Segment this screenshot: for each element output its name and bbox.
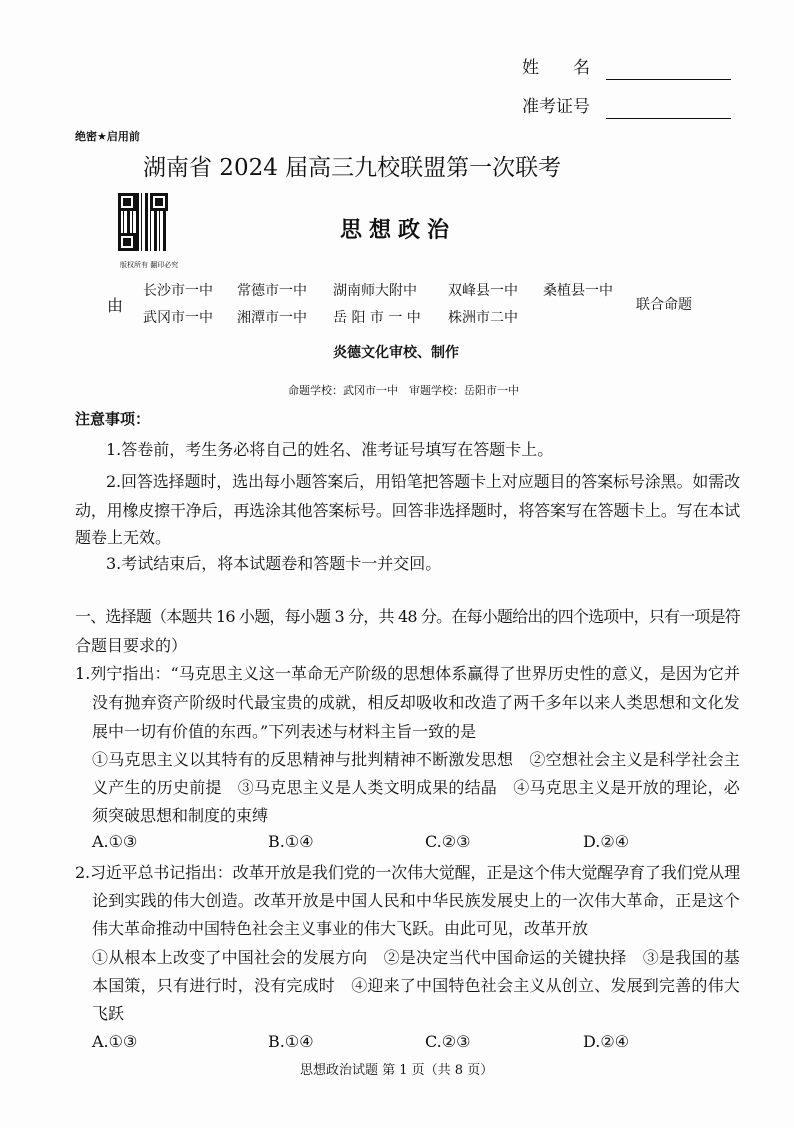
option-b: B.①④ xyxy=(268,832,314,851)
setter-info: 命题学校：武冈市一中 审题学校：岳阳市一中 xyxy=(288,384,519,397)
notice-line: 动，用橡皮擦干净后，再选涂其他答案标号。回答非选择题时，将答案写在答题卡上。写在本试 xyxy=(75,501,740,520)
question-text: ①从根本上改变了中国社会的发展方向 ②是决定当代中国命运的关键抉择 ③是我国的基 xyxy=(92,948,740,967)
question-text: 飞跃 xyxy=(92,1004,125,1023)
notice-line: 题卷上无效。 xyxy=(75,528,172,547)
producer: 炎德文化审校、制作 xyxy=(333,345,459,361)
option-d: D.②④ xyxy=(583,832,630,851)
id-blank xyxy=(606,118,731,119)
schools-prefix: 由 xyxy=(107,296,124,315)
school: 湖南师大附中 xyxy=(333,283,417,299)
option-a: A.①③ xyxy=(92,832,138,851)
question-text: 本国策，只有进行时，没有完成时 ④迎来了中国特色社会主义从创立、发展到完善的伟大 xyxy=(92,976,740,995)
option-c: C.②③ xyxy=(425,1032,471,1051)
school: 武冈市一中 xyxy=(143,310,213,326)
id-label: 准考证号 xyxy=(522,97,590,117)
question-text: 须突破思想和制度的束缚 xyxy=(92,806,269,825)
qr-code-icon xyxy=(118,193,168,251)
secret-mark: 绝密★启用前 xyxy=(75,130,140,143)
name-blank xyxy=(606,79,731,80)
section-heading: 一、选择题（本题共 16 小题，每小题 3 分，共 48 分。在每小题给出的四个选项中，只有一项是符 xyxy=(75,607,740,626)
option-a: A.①③ xyxy=(92,1032,138,1051)
section-heading: 合题目要求的） xyxy=(75,636,188,655)
page-footer: 思想政治试题 第 1 页（共 8 页） xyxy=(300,1063,494,1078)
school: 常德市一中 xyxy=(237,283,307,299)
school: 长沙市一中 xyxy=(143,283,213,299)
notice-heading: 注意事项： xyxy=(75,410,151,428)
question-text: 义产生的历史前提 ③马克思主义是人类文明成果的结晶 ④马克思主义是开放的理论，必 xyxy=(92,778,740,797)
school: 桑植县一中 xyxy=(543,283,613,299)
schools-suffix: 联合命题 xyxy=(636,297,692,313)
question-text: 伟大革命推动中国特色社会主义事业的伟大飞跃。由此可见，改革开放 xyxy=(92,919,589,938)
school: 岳 阳 市 一 中 xyxy=(333,310,421,326)
notice-line: 1.答卷前，考生务必将自己的姓名、准考证号填写在答题卡上。 xyxy=(106,440,554,459)
question-text: 论到实践的伟大创造。改革开放是中国人民和中华民族发展史上的一次伟大革命，正是这个 xyxy=(92,891,740,910)
question-text: ①马克思主义以其特有的反思精神与批判精神不断激发思想 ②空想社会主义是科学社会主 xyxy=(92,750,740,769)
subject-title: 思想政治 xyxy=(340,218,457,243)
qr-caption: 版权所有 翻印必究 xyxy=(120,261,179,269)
question-text: 1.列宁指出：“马克思主义这一革命无产阶级的思想体系赢得了世界历史性的意义，是因为它并 xyxy=(75,664,740,683)
school: 湘潭市一中 xyxy=(237,310,307,326)
option-b: B.①④ xyxy=(268,1032,314,1051)
option-c: C.②③ xyxy=(425,832,471,851)
notice-line: 3.考试结束后，将本试题卷和答题卡一并交回。 xyxy=(106,554,442,573)
school: 双峰县一中 xyxy=(448,283,518,299)
option-d: D.②④ xyxy=(583,1032,630,1051)
question-text: 2.习近平总书记指出：改革开放是我们党的一次伟大觉醒，正是这个伟大觉醒孕育了我们党从理 xyxy=(75,863,740,882)
question-text: 展中一切有价值的东西。”下列表述与材料主旨一致的是 xyxy=(92,722,477,741)
exam-title: 湖南省 2024 届高三九校联盟第一次联考 xyxy=(143,155,562,181)
question-text: 没有抛弃资产阶级时代最宝贵的成就，相反却吸收和改造了两千多年以来人类思想和文化发 xyxy=(92,693,740,712)
school: 株洲市二中 xyxy=(448,310,518,326)
notice-line: 2.回答选择题时，选出每小题答案后，用铅笔把答题卡上对应题目的答案标号涂黑。如需改 xyxy=(106,472,740,491)
name-label: 姓 名 xyxy=(522,58,590,78)
